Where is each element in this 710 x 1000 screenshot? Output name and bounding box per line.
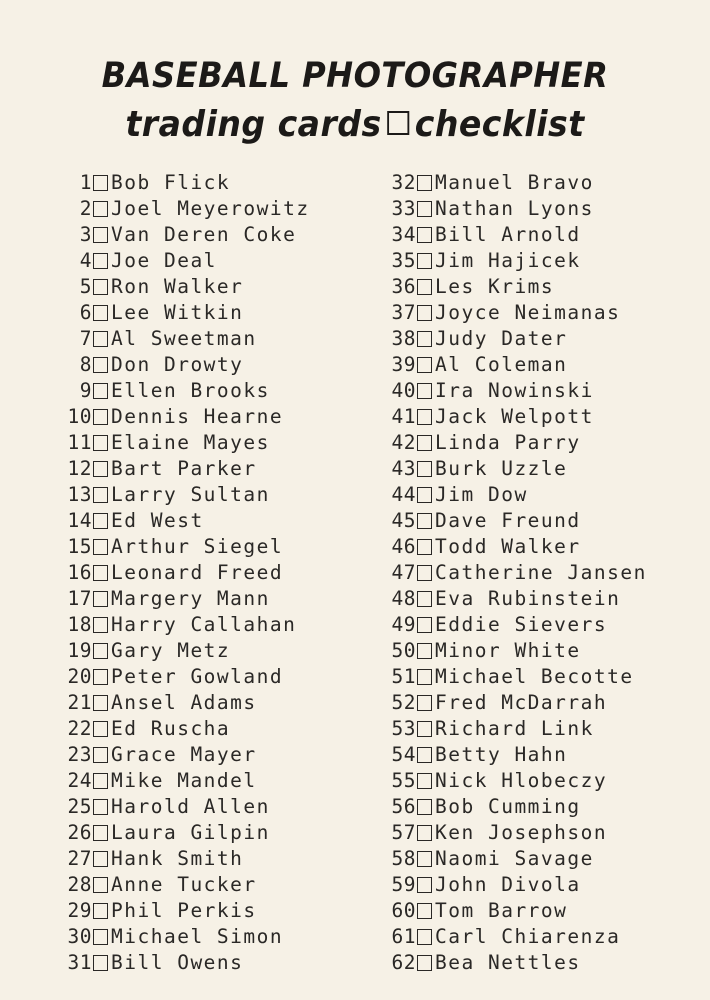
checkbox[interactable] xyxy=(93,695,108,711)
checklist-item xyxy=(382,274,647,300)
card-number: 15 xyxy=(67,535,92,558)
checklist-item xyxy=(58,638,310,664)
card-number: 18 xyxy=(67,613,92,636)
photographer-name: Laura Gilpin xyxy=(111,821,270,844)
photographer-name: Van Deren Coke xyxy=(111,223,297,246)
photographer-name: Carl Chiarenza xyxy=(435,925,621,948)
checklist-item xyxy=(58,456,310,482)
card-number: 61 xyxy=(391,925,416,948)
photographer-name: Jack Welpott xyxy=(435,405,594,428)
checklist-item xyxy=(382,586,647,612)
checkbox[interactable] xyxy=(417,539,432,555)
checklist-item xyxy=(382,690,647,716)
checkbox[interactable] xyxy=(93,331,108,347)
photographer-name: Michael Becotte xyxy=(435,665,634,688)
checklist-item xyxy=(58,898,310,924)
checklist-item xyxy=(58,508,310,534)
card-number: 21 xyxy=(67,691,92,714)
photographer-name: Joe Deal xyxy=(111,249,217,272)
checkbox[interactable] xyxy=(417,357,432,373)
checklist-item xyxy=(382,248,647,274)
card-number: 52 xyxy=(391,691,416,714)
photographer-name: Ira Nowinski xyxy=(435,379,594,402)
checkbox[interactable] xyxy=(417,331,432,347)
photographer-name: Nathan Lyons xyxy=(435,197,594,220)
card-number: 35 xyxy=(391,249,416,272)
checkbox[interactable] xyxy=(417,201,432,217)
card-number: 27 xyxy=(67,847,92,870)
card-number: 28 xyxy=(67,873,92,896)
checkbox[interactable] xyxy=(417,643,432,659)
checklist-item xyxy=(58,586,310,612)
photographer-name: Eddie Sievers xyxy=(435,613,608,636)
checklist-item xyxy=(382,638,647,664)
checklist-item xyxy=(58,274,310,300)
card-number: 50 xyxy=(391,639,416,662)
checklist-item xyxy=(382,716,647,742)
card-number: 3 xyxy=(79,223,92,246)
checkbox[interactable] xyxy=(417,747,432,763)
card-number: 60 xyxy=(391,899,416,922)
photographer-name: Joel Meyerowitz xyxy=(111,197,310,220)
checkbox[interactable] xyxy=(93,383,108,399)
checklist-left-column xyxy=(58,170,310,976)
card-number: 37 xyxy=(391,301,416,324)
checkbox[interactable] xyxy=(93,643,108,659)
checklist-item xyxy=(382,300,647,326)
checklist-item xyxy=(58,690,310,716)
photographer-name: Harry Callahan xyxy=(111,613,297,636)
checklist-item xyxy=(382,950,647,976)
checklist-item xyxy=(58,196,310,222)
title-checkbox-glyph xyxy=(387,111,409,135)
card-number: 32 xyxy=(391,171,416,194)
photographer-name: Dave Freund xyxy=(435,509,581,532)
checkbox[interactable] xyxy=(93,487,108,503)
checkbox[interactable] xyxy=(417,305,432,321)
photographer-name: Michael Simon xyxy=(111,925,284,948)
photographer-name: Phil Perkis xyxy=(111,899,257,922)
photographer-name: Mike Mandel xyxy=(111,769,257,792)
checkbox[interactable] xyxy=(93,253,108,269)
card-number: 10 xyxy=(67,405,92,428)
checklist-item xyxy=(58,950,310,976)
card-number: 16 xyxy=(67,561,92,584)
photographer-name: Harold Allen xyxy=(111,795,270,818)
card-number: 11 xyxy=(67,431,92,454)
photographer-name: Arthur Siegel xyxy=(111,535,284,558)
checkbox[interactable] xyxy=(417,617,432,633)
photographer-name: Larry Sultan xyxy=(111,483,270,506)
checklist-item xyxy=(382,898,647,924)
photographer-name: Judy Dater xyxy=(435,327,568,350)
photographer-name: Ed West xyxy=(111,509,204,532)
checklist-item xyxy=(58,768,310,794)
checkbox[interactable] xyxy=(93,617,108,633)
photographer-name: Hank Smith xyxy=(111,847,244,870)
card-number: 34 xyxy=(391,223,416,246)
checkbox[interactable] xyxy=(417,409,432,425)
checkbox[interactable] xyxy=(417,669,432,685)
checklist-item xyxy=(58,248,310,274)
photographer-name: Grace Mayer xyxy=(111,743,257,766)
checkbox[interactable] xyxy=(93,461,108,477)
checkbox[interactable] xyxy=(93,279,108,295)
card-number: 19 xyxy=(67,639,92,662)
checklist-item xyxy=(58,794,310,820)
photographer-name: Nick Hlobeczy xyxy=(435,769,608,792)
checkbox[interactable] xyxy=(417,955,432,971)
card-number: 4 xyxy=(79,249,92,272)
checklist-item xyxy=(58,742,310,768)
photographer-name: Ron Walker xyxy=(111,275,244,298)
checklist-item xyxy=(58,924,310,950)
photographer-name: Bob Flick xyxy=(111,171,231,194)
checkbox[interactable] xyxy=(93,669,108,685)
checkbox[interactable] xyxy=(93,721,108,737)
checklist-item xyxy=(382,404,647,430)
checkbox[interactable] xyxy=(417,279,432,295)
card-number: 39 xyxy=(391,353,416,376)
checklist-item xyxy=(382,430,647,456)
photographer-name: John Divola xyxy=(435,873,581,896)
page-subtitle xyxy=(28,104,681,145)
photographer-name: Bill Owens xyxy=(111,951,244,974)
checklist-item xyxy=(58,846,310,872)
checklist-item xyxy=(382,378,647,404)
photographer-name: Todd Walker xyxy=(435,535,581,558)
checklist-item xyxy=(382,664,647,690)
checklist-item xyxy=(382,872,647,898)
card-number: 2 xyxy=(79,197,92,220)
checkbox[interactable] xyxy=(417,773,432,789)
card-number: 33 xyxy=(391,197,416,220)
card-number: 12 xyxy=(67,457,92,480)
checkbox[interactable] xyxy=(93,227,108,243)
checkbox[interactable] xyxy=(93,539,108,555)
photographer-name: Gary Metz xyxy=(111,639,231,662)
checklist-item xyxy=(58,378,310,404)
checklist-item xyxy=(58,612,310,638)
checkbox[interactable] xyxy=(417,695,432,711)
checklist-item xyxy=(382,456,647,482)
card-number: 22 xyxy=(67,717,92,740)
checkbox[interactable] xyxy=(93,409,108,425)
checkbox[interactable] xyxy=(417,929,432,945)
card-number: 5 xyxy=(79,275,92,298)
checkbox[interactable] xyxy=(93,305,108,321)
checkbox[interactable] xyxy=(417,799,432,815)
card-number: 24 xyxy=(67,769,92,792)
checklist-item xyxy=(382,560,647,586)
checklist-item xyxy=(58,404,310,430)
photographer-name: Linda Parry xyxy=(435,431,581,454)
card-number: 1 xyxy=(79,171,92,194)
checklist-item xyxy=(382,196,647,222)
photographer-name: Ansel Adams xyxy=(111,691,257,714)
photographer-name: Margery Mann xyxy=(111,587,270,610)
photographer-name: Tom Barrow xyxy=(435,899,568,922)
checkbox[interactable] xyxy=(93,877,108,893)
checkbox[interactable] xyxy=(93,513,108,529)
checklist-item xyxy=(58,820,310,846)
checklist-item xyxy=(58,534,310,560)
checkbox[interactable] xyxy=(93,565,108,581)
photographer-name: Eva Rubinstein xyxy=(435,587,621,610)
photographer-name: Lee Witkin xyxy=(111,301,244,324)
checkbox[interactable] xyxy=(417,461,432,477)
checkbox[interactable] xyxy=(93,357,108,373)
checkbox[interactable] xyxy=(93,799,108,815)
checkbox[interactable] xyxy=(417,175,432,191)
checklist-right-column xyxy=(382,170,647,976)
checklist-item xyxy=(58,222,310,248)
page-title: BASEBALL PHOTOGRAPHER xyxy=(101,56,609,96)
card-number: 38 xyxy=(391,327,416,350)
checkbox[interactable] xyxy=(417,383,432,399)
checklist-item xyxy=(58,326,310,352)
checklist-item xyxy=(382,222,647,248)
checkbox[interactable] xyxy=(93,435,108,451)
checkbox[interactable] xyxy=(93,773,108,789)
checkbox[interactable] xyxy=(417,591,432,607)
photographer-name: Burk Uzzle xyxy=(435,457,568,480)
card-number: 62 xyxy=(391,951,416,974)
card-number: 46 xyxy=(391,535,416,558)
checklist-item xyxy=(58,560,310,586)
photographer-name: Bill Arnold xyxy=(435,223,581,246)
photographer-name: Jim Hajicek xyxy=(435,249,581,272)
checklist-item xyxy=(58,170,310,196)
checklist-item xyxy=(382,534,647,560)
card-number: 55 xyxy=(391,769,416,792)
photographer-name: Ellen Brooks xyxy=(111,379,270,402)
checkbox[interactable] xyxy=(417,565,432,581)
card-number: 59 xyxy=(391,873,416,896)
card-number: 40 xyxy=(391,379,416,402)
card-number: 41 xyxy=(391,405,416,428)
card-number: 7 xyxy=(79,327,92,350)
checklist-item xyxy=(382,612,647,638)
photographer-name: Ken Josephson xyxy=(435,821,608,844)
subtitle-part-a: trading cards xyxy=(125,104,382,145)
checklist-item xyxy=(382,794,647,820)
checklist-item xyxy=(58,872,310,898)
card-number: 54 xyxy=(391,743,416,766)
checklist-item xyxy=(58,482,310,508)
subtitle-part-b: checklist xyxy=(414,104,585,145)
photographer-name: Bea Nettles xyxy=(435,951,581,974)
photographer-name: Bart Parker xyxy=(111,457,257,480)
checklist-item xyxy=(58,352,310,378)
checklist-item xyxy=(58,664,310,690)
card-number: 20 xyxy=(67,665,92,688)
checkbox[interactable] xyxy=(417,513,432,529)
card-number: 31 xyxy=(67,951,92,974)
card-number: 56 xyxy=(391,795,416,818)
checkbox[interactable] xyxy=(417,825,432,841)
checkbox[interactable] xyxy=(417,721,432,737)
card-number: 47 xyxy=(391,561,416,584)
card-number: 44 xyxy=(391,483,416,506)
checkbox[interactable] xyxy=(93,903,108,919)
card-number: 6 xyxy=(79,301,92,324)
card-number: 51 xyxy=(391,665,416,688)
photographer-name: Elaine Mayes xyxy=(111,431,270,454)
checklist-item xyxy=(382,482,647,508)
checklist-item xyxy=(58,716,310,742)
photographer-name: Ed Ruscha xyxy=(111,717,231,740)
photographer-name: Leonard Freed xyxy=(111,561,284,584)
card-number: 53 xyxy=(391,717,416,740)
photographer-name: Betty Hahn xyxy=(435,743,568,766)
card-number: 23 xyxy=(67,743,92,766)
checkbox[interactable] xyxy=(417,227,432,243)
card-number: 48 xyxy=(391,587,416,610)
checkbox[interactable] xyxy=(417,253,432,269)
checkbox[interactable] xyxy=(93,201,108,217)
card-number: 36 xyxy=(391,275,416,298)
checklist-item xyxy=(382,846,647,872)
checkbox[interactable] xyxy=(417,851,432,867)
checklist-item xyxy=(382,508,647,534)
photographer-name: Peter Gowland xyxy=(111,665,284,688)
photographer-name: Les Krims xyxy=(435,275,555,298)
photographer-name: Naomi Savage xyxy=(435,847,594,870)
checkbox[interactable] xyxy=(93,851,108,867)
card-number: 8 xyxy=(79,353,92,376)
card-number: 29 xyxy=(67,899,92,922)
checklist-item xyxy=(382,820,647,846)
card-number: 43 xyxy=(391,457,416,480)
checkbox[interactable] xyxy=(93,591,108,607)
checklist-item xyxy=(382,924,647,950)
card-number: 13 xyxy=(67,483,92,506)
checkbox[interactable] xyxy=(417,435,432,451)
checkbox[interactable] xyxy=(93,825,108,841)
photographer-name: Richard Link xyxy=(435,717,594,740)
checklist-item xyxy=(382,326,647,352)
checklist-item xyxy=(382,768,647,794)
checkbox[interactable] xyxy=(417,487,432,503)
checkbox[interactable] xyxy=(93,929,108,945)
photographer-name: Al Sweetman xyxy=(111,327,257,350)
photographer-name: Al Coleman xyxy=(435,353,568,376)
card-number: 30 xyxy=(67,925,92,948)
checkbox[interactable] xyxy=(417,877,432,893)
photographer-name: Bob Cumming xyxy=(435,795,581,818)
photographer-name: Joyce Neimanas xyxy=(435,301,621,324)
checklist-item xyxy=(382,742,647,768)
checklist-item xyxy=(58,430,310,456)
card-number: 58 xyxy=(391,847,416,870)
checklist-item xyxy=(58,300,310,326)
checkbox[interactable] xyxy=(93,747,108,763)
card-number: 49 xyxy=(391,613,416,636)
photographer-name: Dennis Hearne xyxy=(111,405,284,428)
checkbox[interactable] xyxy=(93,955,108,971)
checkbox[interactable] xyxy=(417,903,432,919)
checklist-item xyxy=(382,352,647,378)
card-number: 57 xyxy=(391,821,416,844)
checklist-item xyxy=(382,170,647,196)
photographer-name: Fred McDarrah xyxy=(435,691,608,714)
photographer-name: Catherine Jansen xyxy=(435,561,647,584)
card-number: 25 xyxy=(67,795,92,818)
card-number: 26 xyxy=(67,821,92,844)
card-number: 14 xyxy=(67,509,92,532)
photographer-name: Jim Dow xyxy=(435,483,528,506)
photographer-name: Manuel Bravo xyxy=(435,171,594,194)
photographer-name: Anne Tucker xyxy=(111,873,257,896)
checkbox[interactable] xyxy=(93,175,108,191)
photographer-name: Minor White xyxy=(435,639,581,662)
card-number: 17 xyxy=(67,587,92,610)
card-number: 9 xyxy=(79,379,92,402)
card-number: 45 xyxy=(391,509,416,532)
photographer-name: Don Drowty xyxy=(111,353,244,376)
card-number: 42 xyxy=(391,431,416,454)
